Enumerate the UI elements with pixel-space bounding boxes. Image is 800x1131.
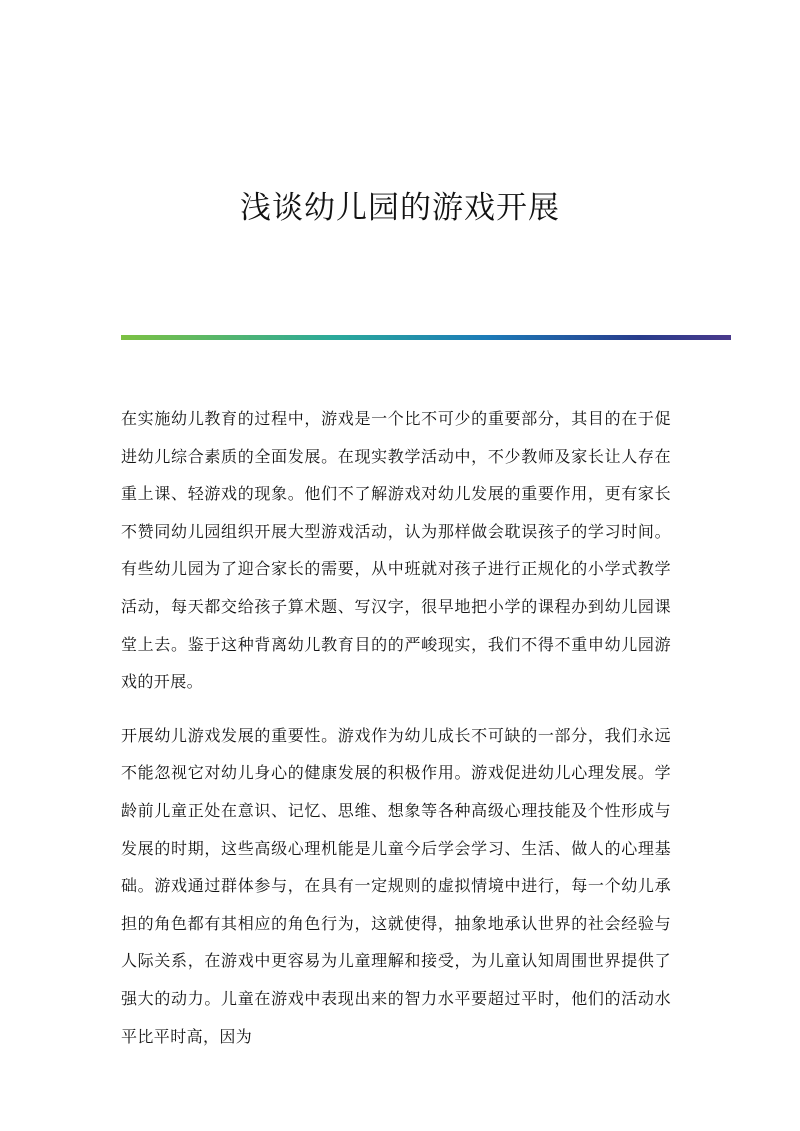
paragraph: 开展幼儿游戏发展的重要性。游戏作为幼儿成长不可缺的一部分，我们永远不能忽视它对幼儿身心的健康发展的积极作用。游戏促进幼儿心理发展。学龄前儿童正处在意识、记忆、思维、想象等各种高级心理技能及个性形成与发展的时期，这些高级心理机能是儿童今后学会学习、生活、做人的心理基础。游戏通过群体参与，在具有一定规则的虚拟情境中进行，每一个幼儿承担的角色都有其相应的角色行为，这就使得，抽象地承认世界的社会经验与人际关系，在游戏中更容易为儿童理解和接受，为儿童认知周围世界提供了强大的动力。儿童在游戏中表现出来的智力水平要超过平时，他们的活动水平比平时高，因为 <box>121 725 671 1046</box>
title-divider <box>121 335 731 340</box>
page-title: 浅谈幼儿园的游戏开展 <box>240 190 560 226</box>
document-body <box>121 400 671 1071</box>
paragraph: 在实施幼儿教育的过程中，游戏是一个比不可少的重要部分，其目的在于促进幼儿综合素质的全面发展。在现实教学活动中，不少教师及家长让人存在重上课、轻游戏的现象。他们不了解游戏对幼儿发展的重要作用，更有家长不赞同幼儿园组织开展大型游戏活动，认为那样做会耽误孩子的学习时间。有些幼儿园为了迎合家长的需要，从中班就对孩子进行正规化的小学式教学活动，每天都交给孩子算术题、写汉字，很早地把小学的课程办到幼儿园课堂上去。鉴于这种背离幼儿教育目的的严峻现实，我们不得不重申幼儿园游戏的开展。 <box>121 409 671 692</box>
